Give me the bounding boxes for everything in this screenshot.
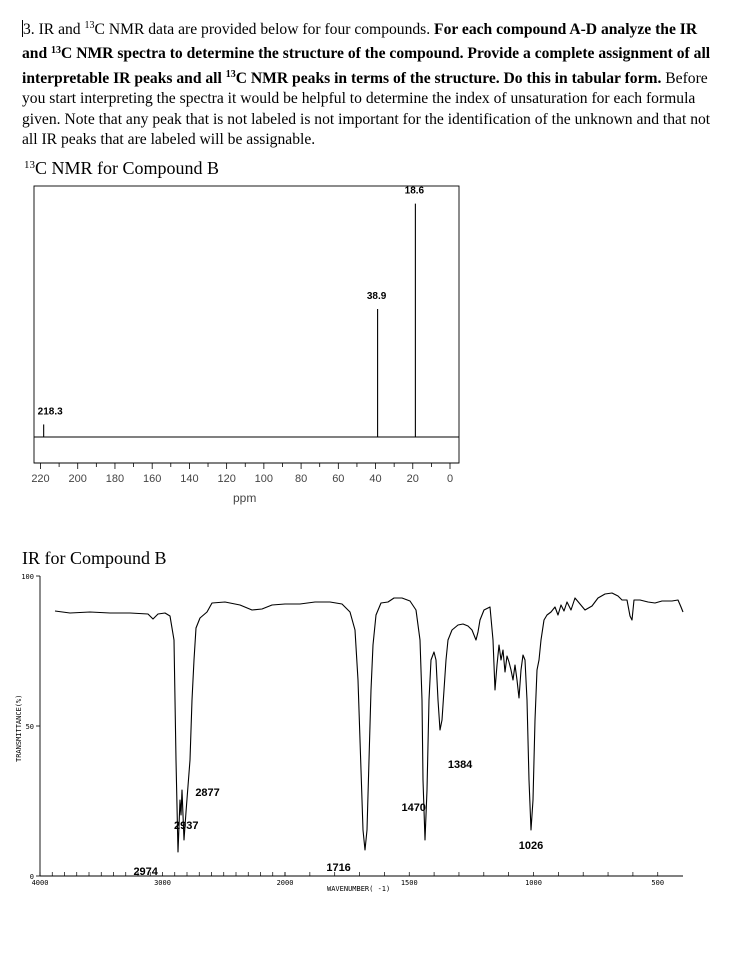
ir-heading-text: IR for Compound B — [22, 548, 167, 568]
nmr-tick-label: 40 — [369, 473, 382, 485]
nmr-peaks — [38, 186, 425, 437]
ir-peak-label: 1470 — [401, 802, 426, 814]
ir-peak-label: 2937 — [173, 820, 199, 832]
sup-13-a: 13 — [84, 20, 95, 31]
ir-tick-label: 500 — [651, 879, 665, 887]
nmr-tick-label: 60 — [332, 473, 345, 485]
nmr-tick-label: 140 — [180, 473, 199, 485]
nmr-peak-label: 18.6 — [404, 185, 425, 197]
nmr-tick-label: 160 — [143, 473, 162, 485]
sup-13-c: 13 — [225, 68, 236, 80]
nmr-tick-label: 200 — [68, 473, 87, 485]
nmr-tick-label: 220 — [31, 473, 50, 485]
nmr-heading-text: C NMR for Compound B — [35, 158, 220, 178]
ir-peak-labels — [133, 759, 543, 878]
ir-tick-label: 1500 — [400, 879, 418, 887]
question-part1: IR and — [34, 21, 85, 39]
ir-ticks — [21, 573, 664, 887]
ir-tick-label: 1000 — [525, 879, 542, 887]
ir-spectrum-trace — [55, 593, 683, 852]
question-bold3: C NMR peaks in terms of the structure. Do this in tabular form. — [235, 70, 662, 88]
ir-tick-label: 2000 — [276, 879, 294, 887]
ir-peak-label: 1026 — [518, 840, 544, 852]
question-number: 3. — [23, 21, 35, 39]
question-bold2: C NMR spectra to determine the structure of the compound. Provide a complete assignment of all interpretable IR peaks and all — [22, 45, 711, 88]
ir-peak-label: 2974 — [133, 866, 158, 878]
ir-xlabel: WAVENUMBER( -1) — [327, 885, 391, 893]
ir-ylabel: TRANSMITTANCE(%) — [15, 694, 23, 762]
sup-13-b: 13 — [51, 44, 62, 56]
ir-ytick-label: 50 — [25, 723, 34, 731]
nmr-peak-label: 218.3 — [37, 406, 63, 418]
nmr-frame — [34, 186, 459, 463]
nmr-tick-label: 20 — [406, 473, 419, 485]
nmr-xlabel: ppm — [233, 491, 257, 505]
nmr-peak-label: 38.9 — [366, 290, 387, 302]
nmr-tick-label: 100 — [254, 473, 274, 485]
nmr-heading-sup: 13 — [24, 159, 35, 171]
ir-peak-label: 2877 — [195, 787, 220, 799]
ir-tick-label: 4000 — [31, 879, 49, 887]
question-part2: C NMR data are provided below for four compounds. — [94, 21, 435, 39]
question-part3: Before you start interpreting the spectra it would be helpful to determine the index of unsaturation for each formula given. Note that any peak that is not labeled is not important for the identification of the unknown and that not all IR peaks that are labeled will be assignable. — [22, 70, 711, 149]
nmr-tick-label: 180 — [105, 473, 125, 485]
nmr-tick-label: 120 — [217, 473, 236, 485]
question-bold1: For each compound A-D analyze the IR and — [22, 21, 698, 63]
ir-ytick-label: 0 — [29, 873, 34, 881]
nmr-ticks — [31, 463, 453, 485]
ir-peak-label: 1716 — [326, 862, 351, 874]
nmr-tick-label: 0 — [446, 473, 454, 485]
nmr-tick-label: 80 — [294, 473, 308, 485]
ir-tick-label: 3000 — [154, 879, 171, 887]
ir-peak-label: 1384 — [447, 759, 473, 771]
ir-ytick-label: 100 — [21, 573, 34, 581]
